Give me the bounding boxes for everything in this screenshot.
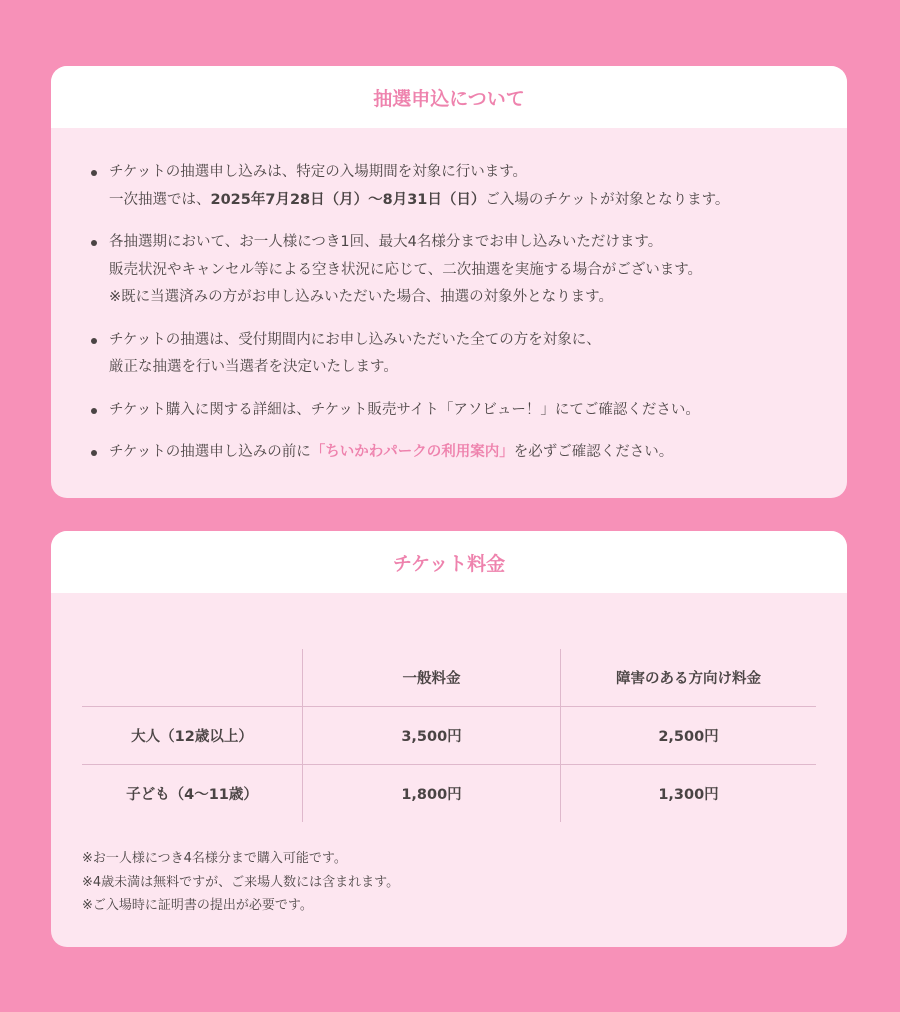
list-item	[109, 397, 847, 425]
item-text: チケット購入に関する詳細は、チケット販売サイト「アソビュー！」にてご確認ください。	[109, 401, 700, 418]
header-cell: 障害のある方向け料金	[561, 649, 817, 707]
header-cell: 一般料金	[303, 649, 561, 707]
item-text: を必ずご確認ください。	[513, 444, 674, 460]
row-label: 子ども（4〜11歳）	[82, 765, 303, 823]
row-label: 大人（12歳以上）	[82, 707, 303, 765]
item-text: ご入場のチケットが対象となります。	[485, 191, 730, 208]
item-text: 厳正な抽選を行い当選者を決定いたします。	[109, 359, 398, 375]
note: ※お一人様につき4名様分まで購入可能です。	[82, 851, 347, 866]
table-row	[82, 765, 816, 823]
item-text: 一次抽選では、	[109, 191, 211, 208]
lottery-info-title: 抽選申込について	[51, 66, 847, 128]
table-row	[82, 707, 816, 765]
price-table	[82, 649, 816, 822]
item-text: 各抽選期において、お一人様につき1回、最大4名様分までお申し込みいただけます。	[109, 234, 663, 250]
list-item	[109, 439, 847, 467]
item-text: ※既に当選済みの方がお申し込みいただいた場合、抽選の対象外となります。	[109, 289, 613, 305]
lottery-period: 2025年7月28日（月）〜8月31日（日）	[210, 191, 486, 208]
ticket-price-card	[51, 531, 847, 947]
price-cell: 2,500円	[561, 707, 817, 765]
item-text: チケットの抽選は、受付期間内にお申し込みいただいた全ての方を対象に、	[109, 331, 601, 348]
item-text: 販売状況やキャンセル等による空き状況に応じて、二次抽選を実施する場合がございます。	[109, 261, 703, 278]
price-cell: 3,500円	[303, 707, 561, 765]
list-item	[109, 159, 847, 214]
item-text: チケットの抽選申し込みの前に	[109, 444, 311, 460]
lottery-info-list	[51, 128, 847, 467]
lottery-info-card	[51, 66, 847, 498]
list-item	[109, 327, 847, 382]
note: ※4歳未満は無料ですが、ご来場人数には含まれます。	[82, 874, 400, 890]
item-text: チケットの抽選申し込みは、特定の入場期間を対象に行います。	[109, 164, 528, 180]
price-cell: 1,300円	[561, 765, 817, 823]
price-cell: 1,800円	[303, 765, 561, 823]
list-item	[109, 229, 847, 312]
table-header-row	[82, 649, 816, 707]
ticket-price-title: チケット料金	[51, 531, 847, 593]
header-cell	[82, 649, 303, 707]
park-guide-link[interactable]: 「ちいかわパークの利用案内」	[310, 444, 514, 460]
note: ※ご入場時に証明書の提出が必要です。	[82, 898, 313, 913]
price-notes	[82, 847, 399, 918]
